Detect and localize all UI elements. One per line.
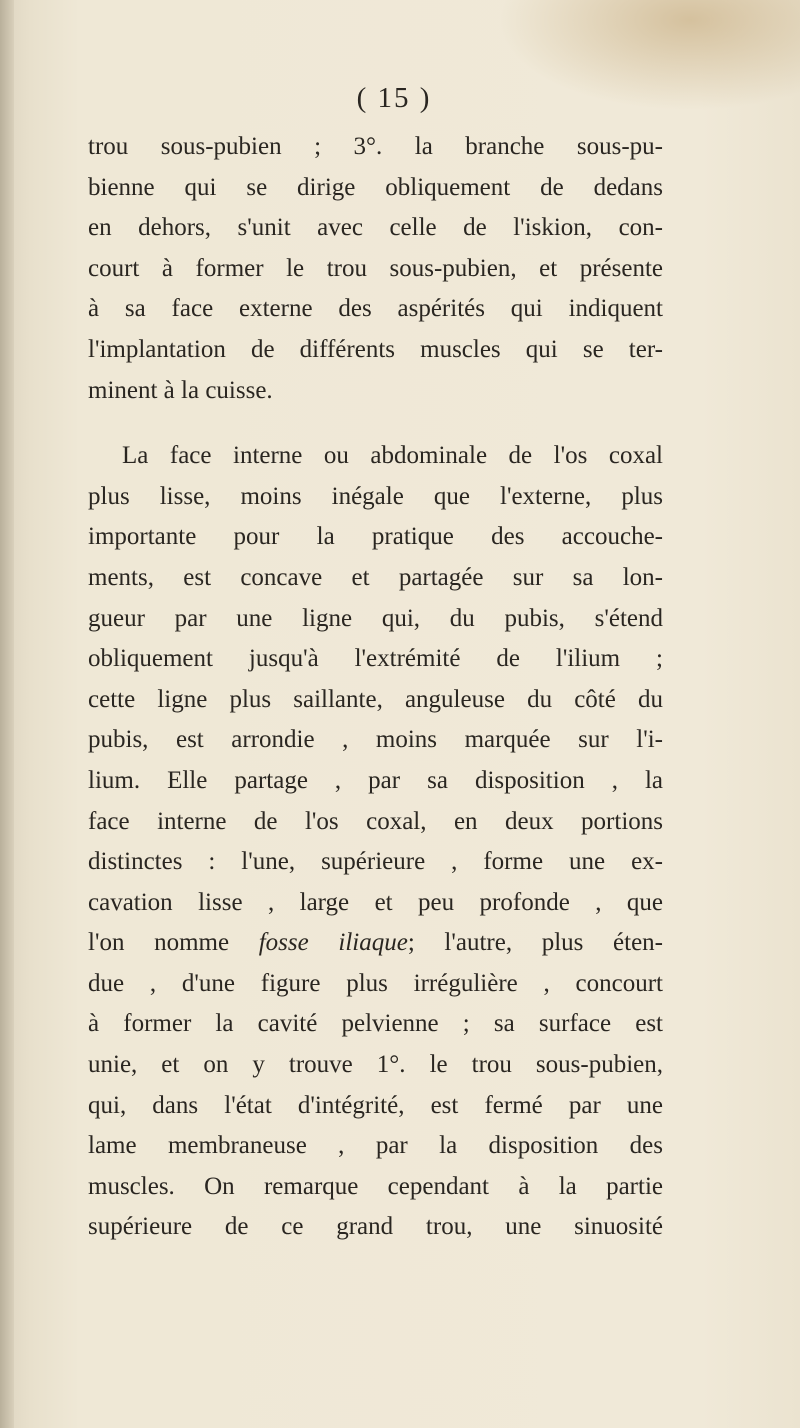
text-line: à former la cavité pelvienne ; sa surface est — [88, 1010, 663, 1038]
text-line: lame membraneuse , par la disposition des — [88, 1132, 663, 1160]
text-line: cette ligne plus saillante, anguleuse du côté du — [88, 685, 663, 713]
text-line: due , d'une figure plus irrégulière , concourt — [88, 969, 663, 997]
text-line: ments, est concave et partagée sur sa lon- — [88, 563, 663, 591]
text-run: ; l'autre, plus éten- — [407, 929, 663, 957]
text-line: qui, dans l'état d'intégrité, est fermé par une — [88, 1091, 663, 1119]
text-line: muscles. On remarque cependant à la partie — [88, 1172, 663, 1200]
text-line: face interne de l'os coxal, en deux portions — [88, 807, 663, 835]
text-line: importante pour la pratique des accouche- — [88, 523, 663, 551]
italic-term: fosse iliaque — [258, 929, 408, 957]
text-line-italic — [88, 923, 663, 964]
text-line: unie, et on y trouve 1°. le trou sous-pubien, — [88, 1051, 663, 1079]
text-line: court à former le trou sous-pubien, et présente — [88, 254, 663, 282]
page-gutter-shadow — [0, 0, 14, 1428]
paragraph-1 — [88, 127, 663, 411]
text-line: à sa face externe des aspérités qui indiquent — [88, 295, 663, 323]
text-line: distinctes : l'une, supérieure , forme une ex- — [88, 848, 663, 876]
text-line: obliquement jusqu'à l'extrémité de l'ilium ; — [88, 645, 663, 673]
page-number: ( 15 ) — [356, 82, 432, 114]
text-line: supérieure de ce grand trou, une sinuosité — [88, 1213, 663, 1241]
text-line: plus lisse, moins inégale que l'externe, plus — [88, 482, 663, 510]
text-line: en dehors, s'unit avec celle de l'iskion, con- — [88, 214, 663, 242]
paragraph-2 — [88, 436, 663, 1248]
text-line: cavation lisse , large et peu profonde , que — [88, 888, 663, 916]
text-line: minent à la cuisse. — [88, 376, 273, 404]
body-text — [88, 127, 663, 1248]
text-run: l'on nomme — [88, 929, 259, 957]
paragraph-gap — [88, 411, 663, 436]
text-line: gueur par une ligne qui, du pubis, s'étend — [88, 604, 663, 632]
text-line: lium. Elle partage , par sa disposition , la — [88, 766, 663, 794]
text-line: trou sous-pubien ; 3°. la branche sous-pu- — [88, 133, 663, 160]
text-line: pubis, est arrondie , moins marquée sur l'i- — [88, 726, 663, 754]
text-line: bienne qui se dirige obliquement de dedans — [88, 173, 663, 201]
text-line: La face interne ou abdominale de l'os coxal — [122, 442, 663, 470]
text-line: l'implantation de différents muscles qui se ter- — [88, 335, 663, 363]
